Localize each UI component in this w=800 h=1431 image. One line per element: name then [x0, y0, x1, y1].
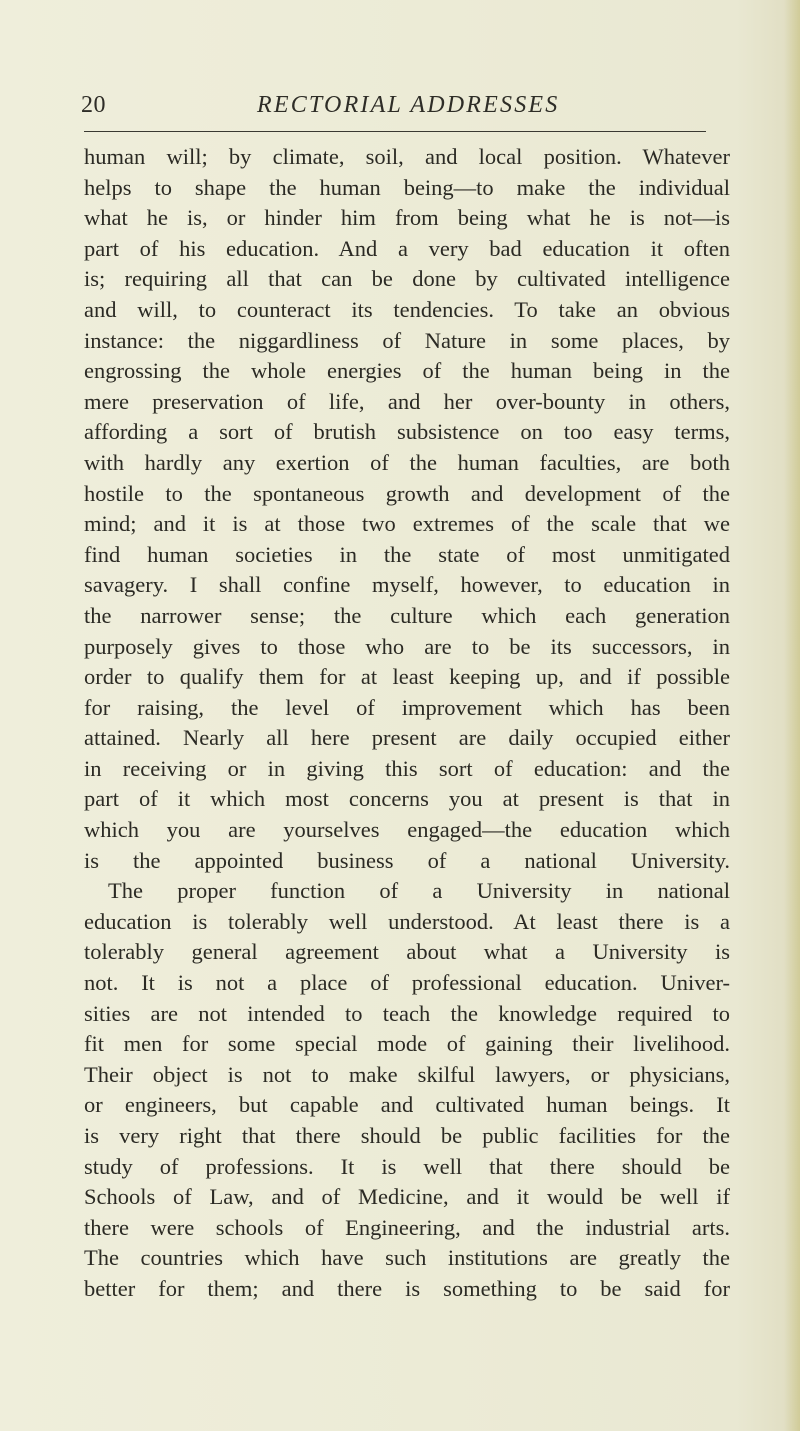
text-line: part of his education. And a very bad education it often — [84, 235, 730, 261]
text-line: not. It is not a place of professional education. Univer- — [84, 970, 730, 996]
text-line: is the appointed business of a national University. — [84, 847, 730, 873]
text-line: affording a sort of brutish subsistence on too easy terms, — [84, 419, 730, 445]
text-line: hostile to the spontaneous growth and development of the — [84, 480, 730, 506]
text-line: fit men for some special mode of gaining their livelihood. — [84, 1031, 730, 1057]
page-header — [81, 88, 707, 128]
text-line: tolerably general agreement about what a University is — [84, 939, 730, 965]
text-line: The countries which have such institutions are greatly the — [84, 1245, 730, 1271]
text-line: for raising, the level of improvement which has been — [84, 694, 730, 720]
text-line: with hardly any exertion of the human faculties, are both — [84, 449, 730, 475]
text-line: find human societies in the state of most unmitigated — [84, 541, 730, 567]
text-line: Schools of Law, and of Medicine, and it would be well if — [84, 1184, 730, 1210]
text-line: attained. Nearly all here present are daily occupied either — [84, 725, 730, 751]
text-line: part of it which most concerns you at present is that in — [84, 786, 730, 812]
text-line: what he is, or hinder him from being what he is not—is — [84, 205, 730, 231]
text-line: or engineers, but capable and cultivated human beings. It — [84, 1092, 730, 1118]
page-edge-shadow — [784, 0, 800, 1431]
text-line: purposely gives to those who are to be its successors, in — [84, 633, 730, 659]
text-line: education is tolerably well understood. At least there is a — [84, 908, 730, 934]
text-line: order to qualify them for at least keeping up, and if possible — [84, 664, 730, 690]
text-line: helps to shape the human being—to make the individual — [84, 174, 730, 200]
text-line: savagery. I shall confine myself, however, to education in — [84, 572, 730, 598]
running-head: RECTORIAL ADDRESSES — [257, 92, 560, 118]
text-line: is; requiring all that can be done by cultivated intelligence — [84, 266, 730, 292]
body-text — [84, 142, 730, 1305]
page-number: 20 — [81, 92, 106, 118]
text-line: and will, to counteract its tendencies. To take an obvious — [84, 296, 730, 322]
text-line: the narrower sense; the culture which each generation — [84, 602, 730, 628]
header-rule — [84, 131, 706, 132]
text-line: engrossing the whole energies of the human being in the — [84, 358, 730, 384]
text-line: human will; by climate, soil, and local position. Whatever — [84, 144, 730, 169]
text-line: there were schools of Engineering, and the industrial arts. — [84, 1214, 730, 1240]
text-line: The proper function of a University in national — [108, 878, 730, 904]
text-line: instance: the niggardliness of Nature in some places, by — [84, 327, 730, 353]
text-line: sities are not intended to teach the knowledge required to — [84, 1000, 730, 1026]
text-line: which you are yourselves engaged—the education which — [84, 817, 730, 843]
text-line: better for them; and there is something to be said for — [84, 1275, 730, 1301]
text-line: mind; and it is at those two extremes of the scale that we — [84, 511, 730, 537]
text-line: is very right that there should be public facilities for the — [84, 1123, 730, 1148]
text-line: study of professions. It is well that there should be — [84, 1153, 730, 1179]
text-line: Their object is not to make skilful lawyers, or physicians, — [84, 1061, 730, 1087]
text-line: mere preservation of life, and her over-bounty in others, — [84, 388, 730, 414]
text-line: in receiving or in giving this sort of education: and the — [84, 755, 730, 781]
